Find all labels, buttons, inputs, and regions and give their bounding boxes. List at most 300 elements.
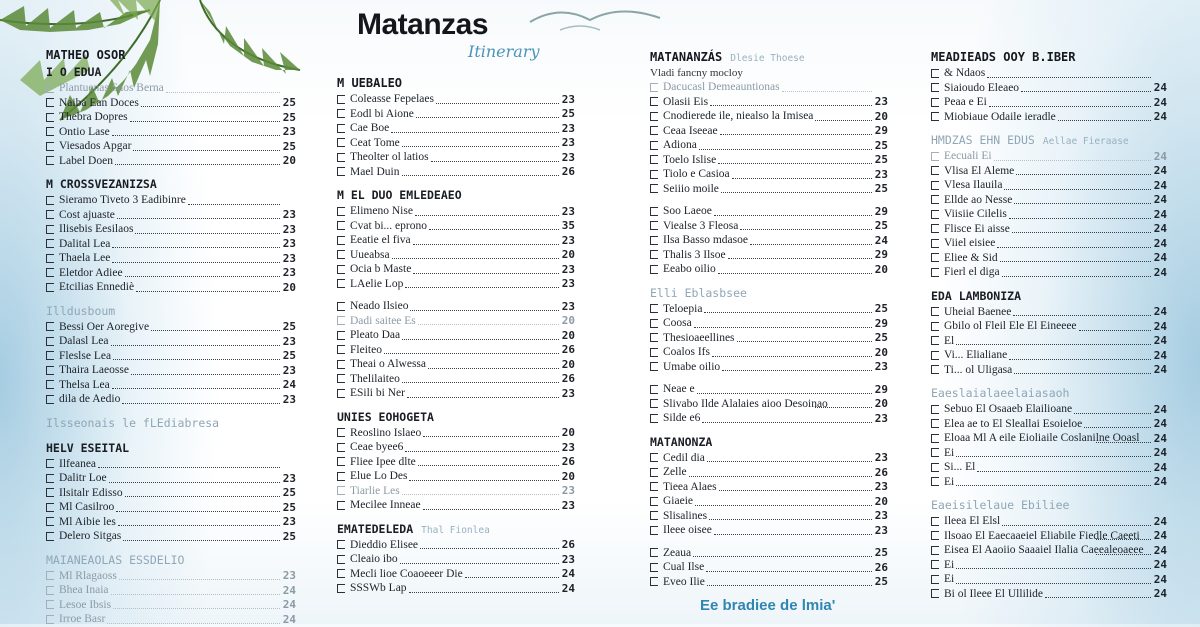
column-heading: MEADIEADS OOY B.IBER [931, 50, 1076, 64]
leader-dots [113, 351, 280, 360]
itinerary-item[interactable] [337, 233, 575, 248]
checkbox-icon[interactable] [931, 322, 939, 331]
itinerary-item[interactable] [931, 572, 1167, 587]
checkbox-icon[interactable] [931, 531, 939, 540]
checkbox-icon[interactable] [337, 374, 345, 383]
checkbox-icon[interactable] [337, 302, 345, 311]
itinerary-item[interactable] [650, 80, 888, 95]
checkbox-icon[interactable] [650, 319, 658, 328]
itinerary-item[interactable] [337, 107, 575, 122]
leader-dots [740, 221, 872, 230]
itinerary-item[interactable] [931, 431, 1167, 446]
item-page-number: 24 [1153, 529, 1167, 543]
checkbox-icon[interactable] [931, 351, 939, 360]
section-heading-text: MAIANEAOLAS ESSDELIO [46, 552, 185, 567]
item-label: Cleaio ibo [350, 553, 398, 566]
itinerary-item[interactable] [337, 328, 575, 343]
itinerary-item[interactable] [650, 480, 888, 495]
itinerary-item[interactable] [337, 343, 575, 358]
itinerary-item[interactable] [650, 509, 888, 524]
checkbox-icon[interactable] [650, 577, 658, 586]
itinerary-item[interactable] [337, 440, 575, 455]
checkbox-icon[interactable] [337, 389, 345, 398]
checkbox-icon[interactable] [337, 486, 345, 495]
section-heading-text: M CROSSVEZANIZSA [46, 177, 157, 191]
item-label: Ellde ao Nesse [944, 193, 1013, 206]
itinerary-item[interactable] [650, 397, 888, 412]
checkbox-icon[interactable] [46, 380, 54, 389]
checkbox-icon[interactable] [931, 253, 939, 262]
itinerary-item[interactable] [46, 154, 296, 169]
checkbox-icon[interactable] [337, 124, 345, 133]
itinerary-item[interactable] [46, 139, 296, 154]
itinerary-item[interactable] [931, 95, 1167, 110]
checkbox-icon[interactable] [931, 224, 939, 233]
checkbox-icon[interactable] [931, 365, 939, 374]
itinerary-item[interactable] [931, 164, 1167, 179]
itinerary-item[interactable] [337, 567, 575, 582]
checkbox-icon[interactable] [46, 142, 54, 151]
checkbox-icon[interactable] [650, 399, 658, 408]
checkbox-icon[interactable] [650, 221, 658, 230]
itinerary-item[interactable] [931, 265, 1167, 280]
itinerary-item[interactable] [650, 465, 888, 480]
itinerary-item[interactable] [931, 236, 1167, 251]
checkbox-icon[interactable] [650, 497, 658, 506]
itinerary-item[interactable] [337, 136, 575, 151]
itinerary-item[interactable] [337, 469, 575, 484]
checkbox-icon[interactable] [931, 560, 939, 569]
checkbox-icon[interactable] [337, 109, 345, 118]
itinerary-item[interactable] [931, 207, 1167, 222]
section-heading-text: Eaeslaialaeelaiasaoh [931, 386, 1070, 400]
item-label: Ceat Tome [350, 136, 400, 149]
itinerary-item[interactable] [650, 411, 888, 426]
itinerary-item[interactable] [337, 277, 575, 292]
itinerary-item[interactable] [650, 219, 888, 234]
checkbox-icon[interactable] [337, 279, 345, 288]
itinerary-item[interactable] [931, 529, 1167, 544]
leader-dots [125, 488, 280, 497]
checkbox-icon[interactable] [931, 98, 939, 107]
itinerary-item[interactable] [337, 204, 575, 219]
itinerary-item[interactable] [931, 475, 1167, 490]
checkbox-icon[interactable] [650, 362, 658, 371]
itinerary-item[interactable] [650, 575, 888, 590]
itinerary-item[interactable] [931, 363, 1167, 378]
itinerary-item[interactable] [650, 494, 888, 509]
checkbox-icon[interactable] [650, 482, 658, 491]
section-heading [46, 415, 296, 432]
checkbox-icon[interactable] [650, 385, 658, 394]
checkbox-icon[interactable] [931, 419, 939, 428]
itinerary-item[interactable] [931, 587, 1167, 602]
checkbox-icon[interactable] [46, 488, 54, 497]
itinerary-item[interactable] [46, 500, 296, 515]
checkbox-icon[interactable] [650, 141, 658, 150]
checkbox-icon[interactable] [337, 138, 345, 147]
itinerary-item[interactable] [337, 357, 575, 372]
checkbox-icon[interactable] [46, 474, 54, 483]
itinerary-item[interactable] [931, 417, 1167, 432]
itinerary-item[interactable] [931, 514, 1167, 529]
itinerary-item[interactable] [46, 598, 296, 613]
itinerary-item[interactable] [46, 583, 296, 598]
itinerary-item[interactable] [337, 262, 575, 277]
checkbox-icon[interactable] [931, 112, 939, 121]
checkbox-icon[interactable] [650, 250, 658, 259]
itinerary-item[interactable] [46, 222, 296, 237]
checkbox-icon[interactable] [650, 526, 658, 535]
section-heading [46, 552, 296, 569]
checkbox-icon[interactable] [650, 207, 658, 216]
checkbox-icon[interactable] [337, 457, 345, 466]
checkbox-icon[interactable] [650, 414, 658, 423]
checkbox-icon[interactable] [46, 503, 54, 512]
leader-dots [1021, 83, 1151, 92]
checkbox-icon[interactable] [931, 463, 939, 472]
item-page-number: 23 [561, 498, 575, 512]
itinerary-item[interactable] [46, 363, 296, 378]
checkbox-icon[interactable] [337, 540, 345, 549]
checkbox-icon[interactable] [46, 532, 54, 541]
leader-dots [989, 98, 1151, 107]
itinerary-item[interactable] [931, 81, 1167, 96]
checkbox-icon[interactable] [650, 236, 658, 245]
itinerary-item[interactable] [931, 558, 1167, 573]
checkbox-icon[interactable] [46, 366, 54, 375]
item-page-number: 23 [282, 363, 296, 377]
itinerary-item[interactable] [931, 334, 1167, 349]
item-page-number: 23 [874, 523, 888, 537]
checkbox-icon[interactable] [337, 360, 345, 369]
checkbox-icon[interactable] [46, 98, 54, 107]
checkbox-icon[interactable] [650, 112, 658, 121]
itinerary-item[interactable] [46, 81, 296, 96]
checkbox-icon[interactable] [337, 345, 345, 354]
itinerary-item[interactable] [931, 193, 1167, 208]
itinerary-item[interactable] [337, 455, 575, 470]
itinerary-item[interactable] [46, 378, 296, 393]
checkbox-icon[interactable] [337, 265, 345, 274]
checkbox-icon[interactable] [931, 434, 939, 443]
itinerary-item[interactable] [931, 222, 1167, 237]
itinerary-item[interactable] [337, 92, 575, 107]
checkbox-icon[interactable] [650, 548, 658, 557]
checkbox-icon[interactable] [337, 153, 345, 162]
checkbox-icon[interactable] [931, 336, 939, 345]
checkbox-icon[interactable] [46, 113, 54, 122]
item-page-number: 24 [1153, 81, 1167, 95]
itinerary-item[interactable] [931, 446, 1167, 461]
itinerary-item[interactable] [46, 515, 296, 530]
item-label: Cual Ilse [663, 561, 705, 574]
checkbox-icon[interactable] [46, 283, 54, 292]
itinerary-item[interactable] [931, 149, 1167, 164]
checkbox-icon[interactable] [46, 210, 54, 219]
leader-dots [709, 511, 872, 520]
itinerary-item[interactable] [650, 345, 888, 360]
leader-dots [122, 395, 280, 404]
item-page-number: 25 [874, 302, 888, 316]
item-page-number: 29 [874, 124, 888, 138]
itinerary-item[interactable] [650, 262, 888, 277]
itinerary-item[interactable] [650, 523, 888, 538]
itinerary-item[interactable] [46, 96, 296, 111]
checkbox-icon[interactable] [337, 236, 345, 245]
item-page-number: 25 [874, 182, 888, 196]
itinerary-item[interactable] [931, 543, 1167, 558]
itinerary-item[interactable] [337, 219, 575, 234]
checkbox-icon[interactable] [650, 126, 658, 135]
checkbox-icon[interactable] [46, 196, 54, 205]
item-label: Ilisebis Eesilaos [59, 223, 134, 236]
checkbox-icon[interactable] [931, 69, 939, 78]
checkbox-icon[interactable] [931, 239, 939, 248]
item-page-number: 24 [1153, 402, 1167, 416]
section-spacer [650, 538, 888, 546]
itinerary-item[interactable] [650, 382, 888, 397]
item-page-number: 23 [282, 392, 296, 406]
itinerary-item[interactable] [46, 237, 296, 252]
checkbox-icon[interactable] [337, 443, 345, 452]
checkbox-icon[interactable] [337, 316, 345, 325]
checkbox-icon[interactable] [337, 501, 345, 510]
itinerary-item[interactable] [337, 498, 575, 513]
checkbox-icon[interactable] [46, 254, 54, 263]
checkbox-icon[interactable] [337, 207, 345, 216]
leader-dots [166, 84, 280, 93]
itinerary-item[interactable] [46, 110, 296, 125]
leader-dots [429, 221, 559, 230]
checkbox-icon[interactable] [931, 477, 939, 486]
itinerary-item[interactable] [337, 552, 575, 567]
checkbox-icon[interactable] [337, 95, 345, 104]
item-page-number: 24 [1153, 348, 1167, 362]
itinerary-item[interactable] [931, 66, 1167, 81]
itinerary-item[interactable] [650, 316, 888, 331]
checkbox-icon[interactable] [931, 307, 939, 316]
section-heading-text: EDA LAMBONIZA [931, 288, 1022, 303]
checkbox-icon[interactable] [337, 250, 345, 259]
checkbox-icon[interactable] [46, 239, 54, 248]
itinerary-item[interactable] [46, 529, 296, 544]
itinerary-item[interactable] [650, 360, 888, 375]
itinerary-item[interactable] [337, 581, 575, 596]
itinerary-item[interactable] [650, 153, 888, 168]
itinerary-item[interactable] [46, 266, 296, 281]
item-page-number: 23 [282, 266, 296, 280]
leader-dots [706, 563, 872, 572]
checkbox-icon[interactable] [46, 225, 54, 234]
item-page-number: 24 [1153, 164, 1167, 178]
itinerary-item[interactable] [337, 386, 575, 401]
checkbox-icon[interactable] [46, 337, 54, 346]
itinerary-item[interactable] [931, 305, 1167, 320]
itinerary-item[interactable] [337, 150, 575, 165]
itinerary-item[interactable] [931, 460, 1167, 475]
checkbox-icon[interactable] [46, 351, 54, 360]
checkbox-icon[interactable] [931, 195, 939, 204]
checkbox-icon[interactable] [337, 221, 345, 230]
checkbox-icon[interactable] [931, 448, 939, 457]
item-label: Sieramo Tiveto 3 Eadibinre [59, 194, 186, 207]
item-label: Eletdor Adiee [59, 266, 123, 279]
itinerary-item[interactable] [931, 110, 1167, 125]
itinerary-item[interactable] [46, 612, 296, 627]
leader-dots [400, 555, 559, 564]
leader-dots [707, 453, 872, 462]
item-page-number: 24 [1153, 363, 1167, 377]
item-page-number: 23 [561, 440, 575, 454]
itinerary-item[interactable] [650, 167, 888, 182]
itinerary-item[interactable] [46, 569, 296, 584]
checkbox-icon[interactable] [46, 395, 54, 404]
itinerary-item[interactable] [46, 486, 296, 501]
checkbox-icon[interactable] [337, 428, 345, 437]
itinerary-item[interactable] [337, 426, 575, 441]
itinerary-item[interactable] [337, 314, 575, 329]
checkbox-icon[interactable] [650, 563, 658, 572]
checkbox-icon[interactable] [931, 405, 939, 414]
section-spacer [650, 196, 888, 204]
leader-dots [710, 97, 872, 106]
itinerary-item[interactable] [650, 182, 888, 197]
checkbox-icon[interactable] [650, 265, 658, 274]
checkbox-icon[interactable] [337, 167, 345, 176]
checkbox-icon[interactable] [46, 586, 54, 595]
checkbox-icon[interactable] [46, 615, 54, 624]
itinerary-item[interactable] [337, 121, 575, 136]
checkbox-icon[interactable] [650, 155, 658, 164]
itinerary-item[interactable] [931, 251, 1167, 266]
checkbox-icon[interactable] [337, 331, 345, 340]
itinerary-item[interactable] [650, 95, 888, 110]
itinerary-item[interactable] [931, 402, 1167, 417]
item-label: Pleato Daa [350, 329, 401, 342]
itinerary-item[interactable] [337, 248, 575, 263]
checkbox-icon[interactable] [650, 304, 658, 313]
itinerary-item[interactable] [650, 248, 888, 263]
item-page-number: 24 [282, 598, 296, 612]
itinerary-item[interactable] [650, 302, 888, 317]
itinerary-item[interactable] [650, 560, 888, 575]
itinerary-item[interactable] [931, 348, 1167, 363]
checkbox-icon[interactable] [650, 184, 658, 193]
checkbox-icon[interactable] [46, 156, 54, 165]
checkbox-icon[interactable] [337, 569, 345, 578]
checkbox-icon[interactable] [650, 83, 658, 92]
itinerary-item[interactable] [46, 457, 296, 472]
itinerary-item[interactable] [46, 280, 296, 295]
checkbox-icon[interactable] [931, 166, 939, 175]
itinerary-item[interactable] [650, 331, 888, 346]
checkbox-icon[interactable] [46, 571, 54, 580]
itinerary-item[interactable] [931, 319, 1167, 334]
itinerary-item[interactable] [46, 392, 296, 407]
checkbox-icon[interactable] [931, 575, 939, 584]
item-page-number: 23 [282, 125, 296, 139]
checkbox-icon[interactable] [650, 333, 658, 342]
itinerary-item[interactable] [650, 138, 888, 153]
itinerary-item[interactable] [650, 233, 888, 248]
itinerary-item[interactable] [650, 124, 888, 139]
checkbox-icon[interactable] [931, 546, 939, 555]
item-page-number: 20 [874, 109, 888, 123]
checkbox-icon[interactable] [931, 517, 939, 526]
itinerary-item[interactable] [46, 208, 296, 223]
checkbox-icon[interactable] [46, 84, 54, 93]
checkbox-icon[interactable] [46, 459, 54, 468]
itinerary-item[interactable] [337, 484, 575, 499]
itinerary-item[interactable] [931, 178, 1167, 193]
checkbox-icon[interactable] [46, 517, 54, 526]
checkbox-icon[interactable] [931, 589, 939, 598]
item-page-number: 20 [874, 262, 888, 276]
checkbox-icon[interactable] [931, 210, 939, 219]
itinerary-item[interactable] [337, 299, 575, 314]
itinerary-item[interactable] [650, 204, 888, 219]
itinerary-item[interactable] [46, 349, 296, 364]
itinerary-item[interactable] [337, 165, 575, 180]
checkbox-icon[interactable] [650, 511, 658, 520]
checkbox-icon[interactable] [650, 468, 658, 477]
itinerary-item[interactable] [650, 546, 888, 561]
itinerary-item[interactable] [46, 251, 296, 266]
itinerary-item[interactable] [46, 125, 296, 140]
item-page-number: 20 [874, 397, 888, 411]
item-page-number: 23 [561, 204, 575, 218]
item-label: El [944, 334, 955, 347]
checkbox-icon[interactable] [46, 322, 54, 331]
itinerary-item[interactable] [337, 538, 575, 553]
checkbox-icon[interactable] [931, 268, 939, 277]
item-label: Naiba Ean Doces [59, 96, 139, 109]
checkbox-icon[interactable] [931, 152, 939, 161]
checkbox-icon[interactable] [46, 127, 54, 136]
itinerary-item[interactable] [46, 471, 296, 486]
checkbox-icon[interactable] [931, 83, 939, 92]
item-page-number: 25 [282, 320, 296, 334]
itinerary-item[interactable] [650, 451, 888, 466]
checkbox-icon[interactable] [650, 348, 658, 357]
checkbox-icon[interactable] [650, 170, 658, 179]
item-label: Peaa e Ei [944, 96, 987, 109]
checkbox-icon[interactable] [337, 555, 345, 564]
checkbox-icon[interactable] [650, 453, 658, 462]
itinerary-item[interactable] [46, 193, 296, 208]
checkbox-icon[interactable] [337, 584, 345, 593]
checkbox-icon[interactable] [931, 181, 939, 190]
section-spacer [46, 168, 296, 176]
itinerary-item[interactable] [46, 320, 296, 335]
item-page-number: 24 [1153, 265, 1167, 279]
checkbox-icon[interactable] [650, 97, 658, 106]
checkbox-icon[interactable] [337, 472, 345, 481]
itinerary-item[interactable] [46, 334, 296, 349]
leader-dots [116, 503, 280, 512]
leader-dots [956, 448, 1151, 457]
itinerary-item[interactable] [337, 372, 575, 387]
item-label: Plantuenas Saos Berna [59, 82, 164, 95]
item-label: Ilfeanea [59, 457, 97, 470]
itinerary-item[interactable] [650, 109, 888, 124]
checkbox-icon[interactable] [46, 600, 54, 609]
checkbox-icon[interactable] [46, 268, 54, 277]
item-label: Zeaua [663, 546, 692, 559]
leader-dots [721, 184, 872, 193]
column-subheading: Vladi fancny mocloy [650, 67, 743, 79]
